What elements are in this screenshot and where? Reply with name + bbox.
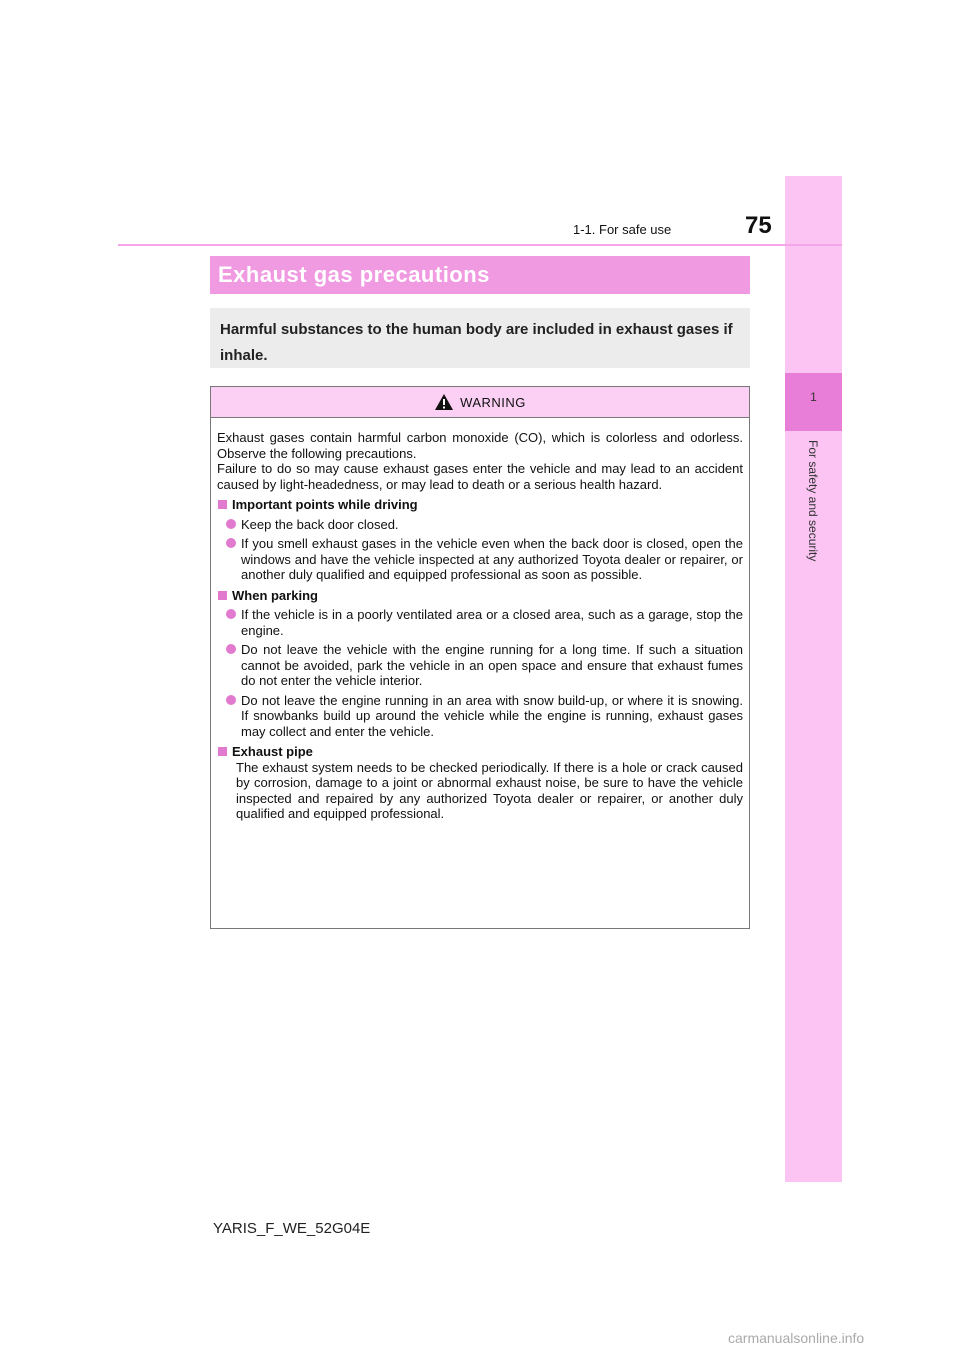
sub-heading-text: When parking (232, 587, 318, 603)
section-reference: 1-1. For safe use (573, 222, 672, 237)
square-bullet-icon (218, 591, 227, 600)
footer-code: YARIS_F_WE_52G04E (213, 1220, 371, 1237)
sub-heading-text: Important points while driving (232, 497, 418, 512)
list-item (217, 693, 743, 740)
list-item (217, 536, 743, 583)
list-item-text: Do not leave the engine running in an area with snow build-up, or where it is snowing. If snowbanks build up around the vehicle while the engine is running, exhaust gases may collect and enter the vehicle. (241, 692, 743, 739)
list-item (217, 607, 743, 638)
list-item (217, 517, 743, 533)
warning-triangle-icon (434, 393, 454, 411)
warning-body (211, 418, 749, 822)
warning-intro-line: Failure to do so may cause exhaust gases enter the vehicle and may lead to an accident caused by light-headedness, or may lead to death or a serious health hazard. (217, 461, 743, 492)
header-rule (118, 244, 842, 246)
exhaust-pipe-text: The exhaust system needs to be checked periodically. If there is a hole or crack caused by corrosion, damage to a joint or abnormal exhaust noise, be sure to have the vehicle inspected and repaired by any authorized Toyota dealer or repairer, or another duly qualified and equipped professional. (236, 759, 743, 821)
watermark: carmanualsonline.info (728, 1330, 865, 1346)
sub-heading-parking (217, 588, 743, 604)
list-item-text: Do not leave the vehicle with the engine running for a long time. If such a situation cannot be avoided, park the vehicle in an open space and ensure that exhaust fumes do not enter the vehicle interior. (241, 642, 743, 688)
warning-label: WARNING (460, 394, 526, 410)
sub-heading-driving (217, 497, 743, 513)
side-tab-label: For safety and security (806, 440, 820, 562)
warning-box (210, 386, 750, 929)
warning-header (211, 387, 749, 418)
page-number: 75 (745, 212, 772, 239)
list-item-text: Keep the back door closed. (241, 516, 399, 532)
page-title: Exhaust gas precautions (210, 256, 750, 294)
side-tab-number: 1 (810, 390, 817, 404)
circle-bullet-icon (226, 644, 236, 654)
list-item-text: If the vehicle is in a poorly ventilated area or a closed area, such as a garage, stop the engine. (241, 607, 743, 638)
circle-bullet-icon (226, 538, 236, 548)
intro-box: Harmful substances to the human body are included in exhaust gases if inhale. (210, 308, 750, 368)
circle-bullet-icon (226, 609, 236, 619)
list-item (217, 642, 743, 689)
square-bullet-icon (218, 500, 227, 509)
side-tab (785, 176, 842, 1182)
list-item-text: If you smell exhaust gases in the vehicle even when the back door is closed, open the windows and have the vehicle inspected at any authorized Toyota dealer or repairer, or another duly qualified and equipped professional as soon as possible. (241, 536, 743, 582)
sub-heading-exhaust-pipe (217, 744, 743, 760)
circle-bullet-icon (226, 695, 236, 705)
circle-bullet-icon (226, 519, 236, 529)
warning-intro-line: Exhaust gases contain harmful carbon monoxide (CO), which is colorless and odorless. Observe the following precautions. (217, 430, 743, 461)
square-bullet-icon (218, 747, 227, 756)
sub-heading-text: Exhaust pipe (232, 744, 313, 759)
